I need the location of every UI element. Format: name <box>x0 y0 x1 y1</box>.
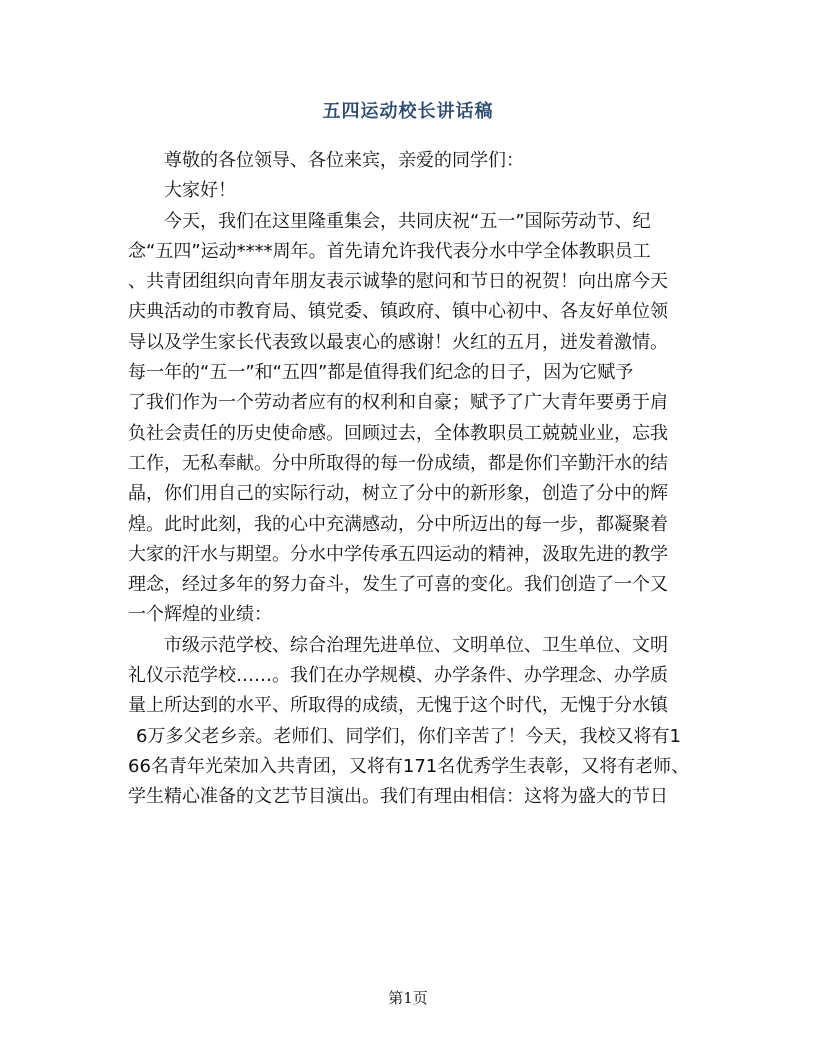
body-line: 每一年的“五一”和“五四”都是值得我们纪念的日子，因为它赋予 <box>128 362 634 384</box>
body-line: 了我们作为一个劳动者应有的权利和自豪；赋予了广大青年要勇于肩 <box>128 392 668 414</box>
document-title: 五四运动校长讲话稿 <box>322 101 494 122</box>
body-line: 大家的汗水与期望。分水中学传承五四运动的精神，汲取先进的教学 <box>128 543 668 565</box>
body-line: 导以及学生家长代表致以最衷心的感谢！火红的五月，迸发着激情。 <box>128 331 668 353</box>
body-line: 6万多父老乡亲。老师们、同学们，你们辛苦了！今天，我校又将有1 <box>136 725 681 747</box>
body-line: 理念，经过多年的努力奋斗，发生了可喜的变化。我们创造了一个又 <box>128 574 668 596</box>
body-line: 工作，无私奉献。分中所取得的每一份成绩，都是你们辛勤汗水的结 <box>128 452 668 474</box>
body-line: 大家好！ <box>164 180 236 202</box>
body-line: 礼仪示范学校……。我们在办学规模、办学条件、办学理念、办学质 <box>128 665 668 687</box>
body-line: 负社会责任的历史使命感。回顾过去，全体教职员工兢兢业业，忘我 <box>128 422 668 444</box>
body-line: 晶，你们用自己的实际行动，树立了分中的新形象，创造了分中的辉 <box>128 483 668 505</box>
page-number: 第1页 <box>388 989 428 1007</box>
body-line: 学生精心准备的文艺节目演出。我们有理由相信：这将为盛大的节日 <box>128 786 668 808</box>
body-line: 今天，我们在这里隆重集会，共同庆祝“五一”国际劳动节、纪 <box>164 210 651 232</box>
body-line: 66名青年光荣加入共青团，又将有171名优秀学生表彰，又将有老师、 <box>128 755 690 777</box>
body-line: 一个辉煌的业绩： <box>128 604 272 626</box>
body-line: 量上所达到的水平、所取得的成绩，无愧于这个时代，无愧于分水镇 <box>128 695 668 717</box>
body-line: 煌。此时此刻，我的心中充满感动，分中所迈出的每一步，都凝聚着 <box>128 513 668 535</box>
body-line: 尊敬的各位领导、各位来宾，亲爱的同学们： <box>164 150 524 171</box>
document-body <box>128 146 688 813</box>
body-line: 市级示范学校、综合治理先进单位、文明单位、卫生单位、文明 <box>164 634 668 656</box>
body-line: 念“五四”运动****周年。首先请允许我代表分水中学全体教职员工 <box>128 240 651 262</box>
body-line: 、共青团组织向青年朋友表示诚挚的慰问和节日的祝贺！向出席今天 <box>128 271 668 293</box>
body-line: 庆典活动的市教育局、镇党委、镇政府、镇中心初中、各友好单位领 <box>128 301 668 323</box>
